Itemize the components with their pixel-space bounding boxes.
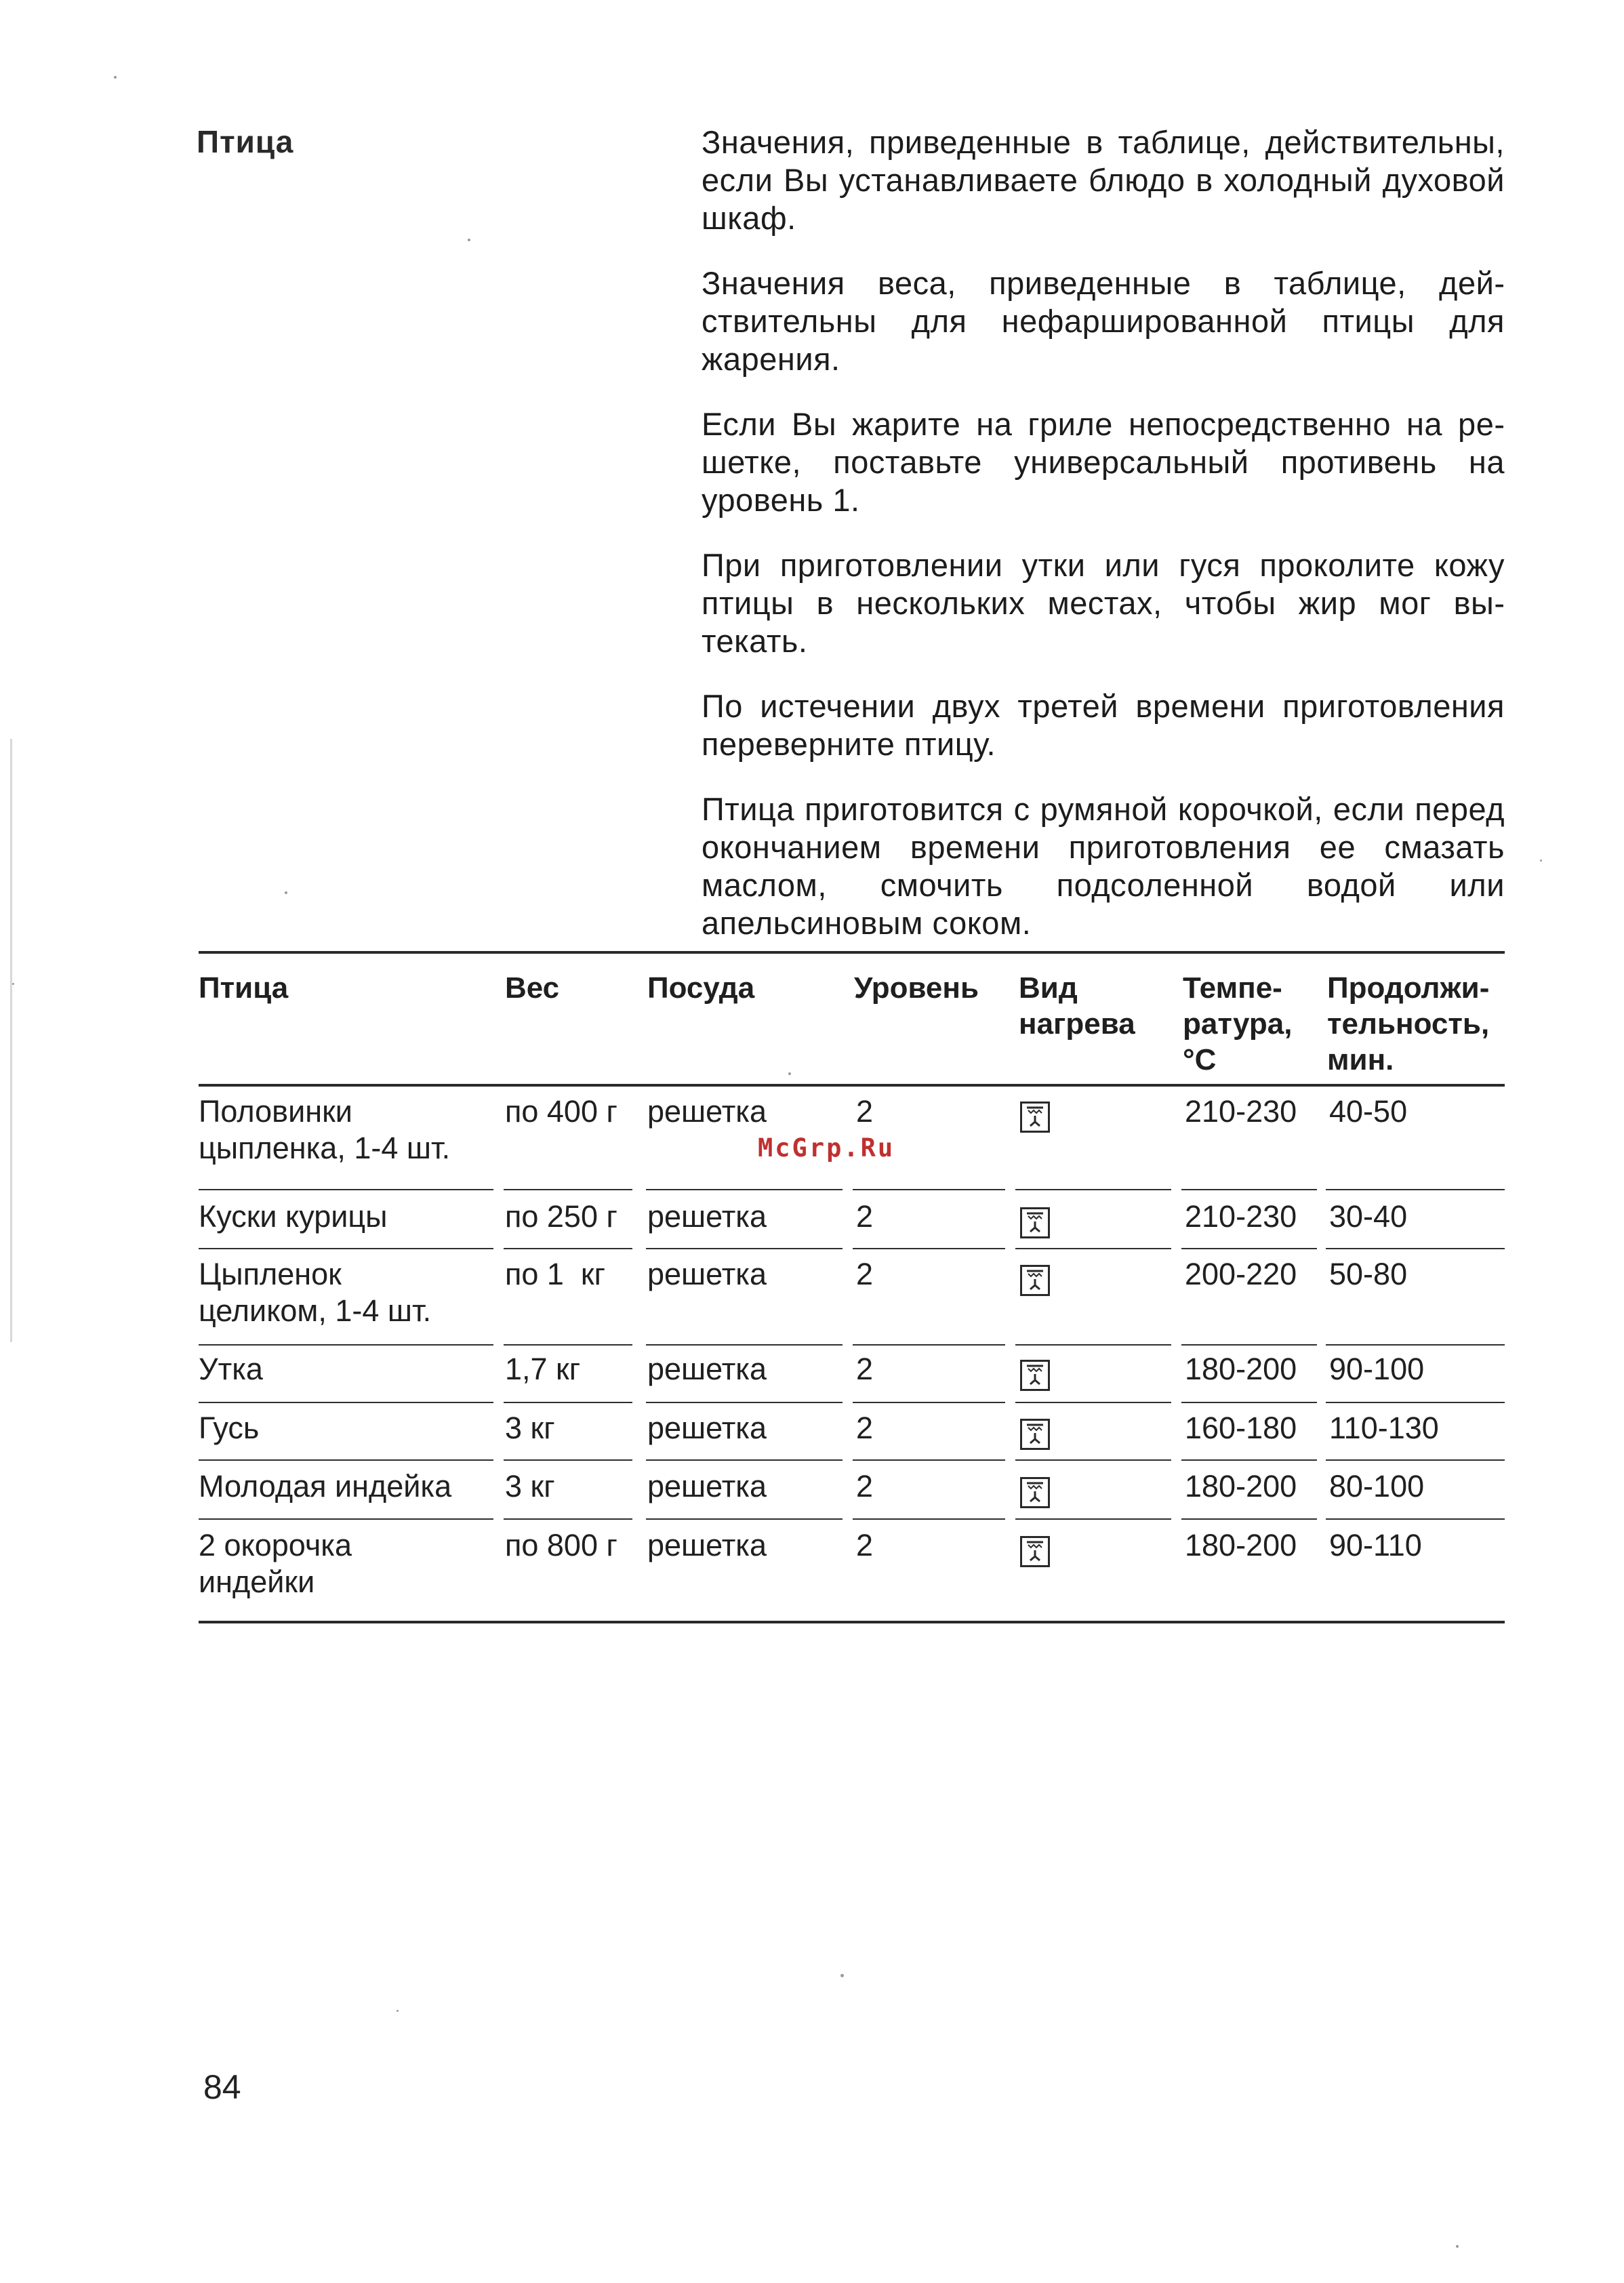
row-rule	[199, 1189, 493, 1190]
cell-duration: 90-110	[1329, 1528, 1422, 1562]
row-rule	[853, 1344, 1005, 1346]
cell-duration: 80-100	[1329, 1469, 1425, 1503]
cell-bird-line: Цыпленок	[199, 1257, 342, 1291]
cell-bird-line: индейки	[199, 1564, 315, 1599]
cell-duration: 110-130	[1329, 1411, 1439, 1445]
intro-paragraph: Птица приготовится с румяной корочкой, если перед окончанием времени приготовления ее смазать маслом, смочить подсоленной водой или апельсиновым соком.	[702, 791, 1505, 941]
cell-duration: 90-100	[1329, 1352, 1425, 1386]
cell-dish: решетка	[647, 1257, 767, 1291]
cell-temperature: 210-230	[1185, 1199, 1297, 1234]
row-rule	[853, 1248, 1005, 1249]
cell-weight: по 800 г	[505, 1528, 617, 1562]
row-rule	[853, 1518, 1005, 1520]
row-rule	[1015, 1402, 1171, 1403]
cell-temperature: 180-200	[1185, 1469, 1297, 1503]
cell-bird-line: целиком, 1-4 шт.	[199, 1293, 432, 1328]
row-rule	[646, 1402, 843, 1403]
cell-level: 2	[856, 1199, 874, 1234]
row-rule	[1181, 1248, 1317, 1249]
row-rule	[1326, 1344, 1505, 1346]
row-rule	[504, 1344, 632, 1346]
cell-level: 2	[856, 1094, 874, 1129]
cell-bird-line: Утка	[199, 1352, 263, 1386]
cell-duration: 50-80	[1329, 1257, 1408, 1291]
grill-fan-icon	[1020, 1360, 1050, 1391]
cell-level: 2	[856, 1411, 874, 1445]
row-rule	[646, 1344, 843, 1346]
cell-level: 2	[856, 1352, 874, 1386]
row-rule	[1015, 1459, 1171, 1461]
cell-dish: решетка	[647, 1411, 767, 1445]
intro-paragraph: При приготовлении утки или гуся проколите кожу птицы в нескольких местах, чтобы жир мог вытекать.	[702, 547, 1505, 659]
header-weight: Вес	[505, 971, 560, 1005]
header-temp-line: °C	[1183, 1043, 1217, 1076]
cell-temperature: 180-200	[1185, 1528, 1297, 1562]
header-temp-line: ратура,	[1183, 1007, 1293, 1041]
intro-paragraph: Значения веса, приведенные в таблице, действительны для нефаршированной птицы для жарения.	[702, 265, 1505, 377]
intro-paragraph: Значения, приведенные в таблице, действительны, если Вы устанавливаете блюдо в холодный духовой шкаф.	[702, 124, 1505, 236]
page-number: 84	[203, 2068, 241, 2106]
grill-fan-icon	[1020, 1102, 1050, 1133]
cell-bird	[199, 1093, 450, 1167]
row-rule	[1326, 1189, 1505, 1190]
cell-bird-line: Гусь	[199, 1411, 260, 1445]
cell-dish: решетка	[647, 1469, 767, 1503]
row-rule	[1181, 1344, 1317, 1346]
table-header-rule	[199, 1084, 1505, 1087]
grill-fan-icon	[1020, 1536, 1050, 1567]
cell-dish: решетка	[647, 1199, 767, 1234]
header-heat-type	[1019, 970, 1135, 1042]
cell-temperature: 180-200	[1185, 1352, 1297, 1386]
cell-bird-line: Половинки	[199, 1094, 352, 1129]
cell-level: 2	[856, 1257, 874, 1291]
row-rule	[1015, 1248, 1171, 1249]
cell-temperature: 210-230	[1185, 1094, 1297, 1129]
row-rule	[504, 1518, 632, 1520]
cell-weight: 3 кг	[505, 1411, 555, 1445]
table-top-rule	[199, 951, 1505, 954]
row-rule	[1326, 1402, 1505, 1403]
header-dur-line: мин.	[1327, 1043, 1394, 1076]
margin-streak	[10, 739, 12, 1342]
row-rule	[1181, 1189, 1317, 1190]
row-rule	[853, 1459, 1005, 1461]
watermark: McGrp.Ru	[758, 1133, 895, 1163]
intro-paragraph: По истечении двух третей времени приготовления переверните птицу.	[702, 688, 1505, 762]
cell-level: 2	[856, 1528, 874, 1562]
header-temperature	[1183, 970, 1292, 1078]
cell-dish: решетка	[647, 1528, 767, 1562]
cell-bird	[199, 1198, 388, 1235]
cell-bird-line: 2 окорочка	[199, 1528, 352, 1562]
row-rule	[199, 1344, 493, 1346]
cell-bird	[199, 1410, 259, 1447]
cell-bird	[199, 1468, 451, 1505]
row-rule	[199, 1402, 493, 1403]
section-title: Птица	[197, 124, 294, 159]
row-rule	[1015, 1344, 1171, 1346]
cell-weight: по 400 г	[505, 1094, 617, 1129]
row-rule	[1181, 1459, 1317, 1461]
row-rule	[199, 1518, 493, 1520]
cell-duration: 30-40	[1329, 1199, 1408, 1234]
grill-fan-icon	[1020, 1265, 1050, 1296]
row-rule	[1326, 1518, 1505, 1520]
cell-weight: 3 кг	[505, 1469, 555, 1503]
cell-bird	[199, 1256, 431, 1329]
cell-temperature: 200-220	[1185, 1257, 1297, 1291]
header-temp-line: Темпе-	[1183, 971, 1282, 1005]
cell-duration: 40-50	[1329, 1094, 1408, 1129]
header-heat-line: Вид	[1019, 971, 1078, 1005]
row-rule	[646, 1518, 843, 1520]
row-rule	[1015, 1518, 1171, 1520]
cell-dish: решетка	[647, 1094, 767, 1129]
header-dur-line: Продолжи-	[1327, 971, 1490, 1005]
header-heat-line: нагрева	[1019, 1007, 1135, 1041]
cell-temperature: 160-180	[1185, 1411, 1297, 1445]
grill-fan-icon	[1020, 1207, 1050, 1238]
row-rule	[504, 1402, 632, 1403]
row-rule	[504, 1459, 632, 1461]
intro-text	[702, 123, 1505, 969]
table-bottom-rule	[199, 1621, 1505, 1623]
header-level: Уровень	[854, 971, 979, 1005]
row-rule	[199, 1248, 493, 1249]
cell-bird	[199, 1351, 263, 1388]
cell-weight: по 1 кг	[505, 1257, 606, 1291]
row-rule	[646, 1189, 843, 1190]
row-rule	[504, 1189, 632, 1190]
header-bird: Птица	[199, 971, 289, 1005]
cell-bird	[199, 1527, 352, 1600]
grill-fan-icon	[1020, 1419, 1050, 1450]
cell-bird-line: цыпленка, 1-4 шт.	[199, 1131, 451, 1165]
header-dur-line: тельность,	[1327, 1007, 1490, 1041]
row-rule	[1181, 1518, 1317, 1520]
row-rule	[199, 1459, 493, 1461]
cell-bird-line: Молодая индейка	[199, 1469, 452, 1503]
header-duration	[1327, 970, 1489, 1078]
row-rule	[1181, 1402, 1317, 1403]
row-rule	[853, 1402, 1005, 1403]
intro-paragraph: Если Вы жарите на гриле непосредственно на решетке, поставьте универсальный противень на уровень 1.	[702, 406, 1505, 518]
row-rule	[853, 1189, 1005, 1190]
row-rule	[504, 1248, 632, 1249]
cell-level: 2	[856, 1469, 874, 1503]
cell-bird-line: Куски курицы	[199, 1199, 388, 1234]
grill-fan-icon	[1020, 1477, 1050, 1508]
row-rule	[646, 1459, 843, 1461]
cell-dish: решетка	[647, 1352, 767, 1386]
row-rule	[1326, 1248, 1505, 1249]
cell-weight: 1,7 кг	[505, 1352, 581, 1386]
row-rule	[1015, 1189, 1171, 1190]
row-rule	[1326, 1459, 1505, 1461]
cell-weight: по 250 г	[505, 1199, 617, 1234]
row-rule	[646, 1248, 843, 1249]
header-dish: Посуда	[647, 971, 755, 1005]
